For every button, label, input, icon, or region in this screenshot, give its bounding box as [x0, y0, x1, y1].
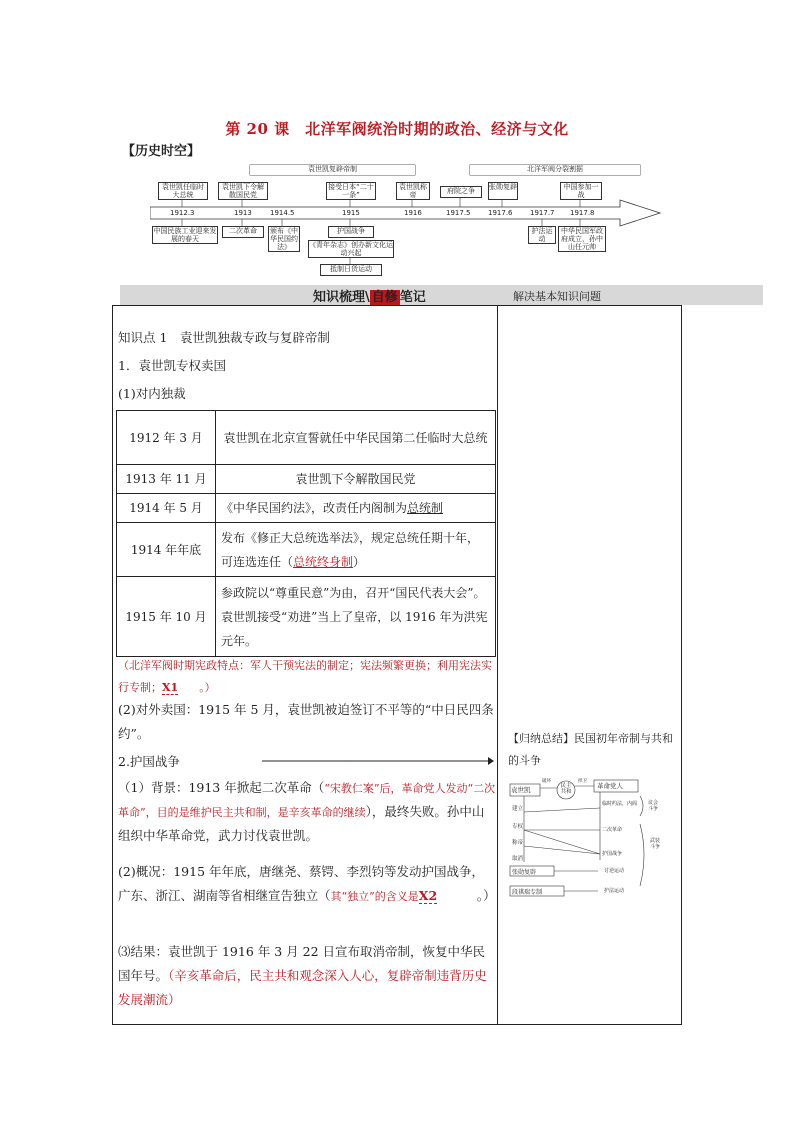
- diagram-node: 张勋复辟: [512, 869, 537, 876]
- tl-year: 1913: [234, 209, 252, 217]
- diagram-node: 破坏: [542, 779, 551, 784]
- kp1-subheading-2: 2.护国战争: [118, 754, 180, 769]
- table-date: 1913 年 11 月: [117, 465, 216, 494]
- tl-event: 张勋复辟: [488, 182, 518, 200]
- tl-event: 二次革命: [222, 226, 264, 238]
- table-event: 袁世凯下令解散国民党: [216, 465, 496, 494]
- summary-label: 【归纳总结】民国初年帝制与共和的斗争: [508, 732, 673, 767]
- tl-year: 1917.7: [530, 209, 555, 217]
- table-row: [117, 577, 496, 657]
- table-event: 《中华民国约法》，改责任内阁制为总统制: [216, 494, 496, 523]
- diagram-node: 袁世凯: [511, 786, 531, 794]
- diagram-node: 段祺瑞专制: [512, 889, 543, 896]
- tl-event: 护法运动: [528, 226, 556, 244]
- kp1-subheading-a: (1)对内独裁: [118, 386, 186, 401]
- tl-event: 中国民族工业迎来发展的春天: [153, 227, 217, 243]
- diagram-lines: [508, 774, 664, 902]
- table-row: [117, 494, 496, 523]
- tl-year: 1916: [404, 209, 422, 217]
- diagram-node: 武装斗争: [650, 838, 661, 850]
- tl-event: 袁世凯称帝: [396, 182, 430, 200]
- diagram-node: 护法运动: [604, 888, 625, 894]
- struggle-diagram: [508, 774, 664, 902]
- section-band: [120, 285, 763, 305]
- background-para: （1）背景：1913 年掀起二次革命（“宋教仁案”后，革命党人发动“二次革命”，目的是维护民主共和制，是辛亥革命的继续），最终失败。孙中山组织中华革命党，武力讨伐袁世凯。: [118, 780, 496, 843]
- tl-year: 1917.8: [570, 209, 595, 217]
- diagram-node: 民主共和: [560, 783, 572, 795]
- timeline-lines: [150, 160, 670, 278]
- table-row: [117, 465, 496, 494]
- diagram-node: 捍卫: [578, 779, 587, 784]
- table-event: 参政院以“尊重民意”为由，召开“国民代表大会”。袁世凯接受“劝进”当上了皇帝，以 1916 年为洪宪元年。: [216, 577, 496, 657]
- overview-para: (2)概况：1915 年年底，唐继尧、蔡锷、李烈钧等发动护国战争，广东、浙江、湖南等省相继宣告独立（其“独立”的含义是X2 。）: [118, 864, 496, 903]
- timeline: [150, 160, 670, 278]
- diagram-node: 专权: [512, 824, 524, 830]
- table-event: 发布《修正大总统选举法》，规定总统任期十年，可连选连任（总统终身制）: [216, 523, 496, 577]
- kp1-heading: 知识点 1 袁世凯独裁专政与复辟帝制: [118, 330, 330, 345]
- band-title: 知识梳理\ 自修 笔记: [313, 290, 426, 305]
- timeline-era-1: 袁世凯复辟帝制: [250, 165, 415, 175]
- diagram-node: 革命党人: [597, 782, 623, 790]
- table-date: 1912 年 3 月: [117, 411, 216, 465]
- result-para: ⑶结果：袁世凯于 1916 年 3 月 22 日宣布取消帝制，恢复中华民国年号。（辛亥革命后，民主共和观念深入人心，复辟帝制违背历史发展潮流）: [118, 944, 487, 1007]
- tl-event: 袁世凯任临时大总统: [158, 182, 208, 200]
- foreign-policy: (2)对外卖国：1915 年 5 月，袁世凯被迫签订不平等的“中日民四条约”。: [118, 702, 494, 741]
- arrow-icon: [262, 756, 494, 766]
- table-date: 1914 年年底: [117, 523, 216, 577]
- diagram-node: 讨逆运动: [604, 868, 625, 874]
- section-label: 【历史时空】: [122, 144, 201, 159]
- tl-year: 1912.3: [170, 209, 195, 217]
- timeline-era-2: 北洋军阀分裂割据: [470, 165, 640, 175]
- tl-event: 护国战争: [328, 226, 374, 238]
- tl-year: 1914.5: [270, 209, 295, 217]
- tl-event: 接受日本“二十一条”: [326, 182, 376, 200]
- diagram-node: 议会斗争: [648, 800, 659, 812]
- tl-event: 中华民国军政府成立，孙中山任元帅: [558, 226, 606, 252]
- diagram-node: 取消: [512, 856, 524, 862]
- kp1-subheading: 1．袁世凯专权卖国: [118, 358, 226, 373]
- column-divider: [497, 305, 498, 1025]
- tl-event: 中国参加一战: [560, 182, 602, 200]
- tl-event: 颁布《中华民国约法》: [270, 227, 298, 251]
- tl-event: 《青年杂志》创办新文化运动兴起: [309, 241, 393, 257]
- tl-year: 1917.5: [446, 209, 471, 217]
- table-event: 袁世凯在北京宣誓就任中华民国第二任临时大总统: [216, 411, 496, 465]
- table-row: [117, 411, 496, 465]
- diagram-node: 护国战争: [602, 851, 623, 857]
- tl-event: 袁世凯下令解散国民党: [218, 182, 268, 200]
- constitution-note: （北洋军阀时期宪政特点：军人干预宪法的制定；宪法频繁更换；利用宪法实行专制；X1 。）: [118, 659, 492, 694]
- band-subtitle: 解决基本知识问题: [513, 290, 601, 303]
- page-title: 第 20 课 北洋军阀统治时期的政治、经济与文化: [225, 120, 569, 138]
- tl-event: 府院之争: [440, 186, 482, 198]
- table-date: 1915 年 10 月: [117, 577, 216, 657]
- diagram-node: 称帝: [512, 840, 524, 846]
- diagram-node: 临时约法，内阁: [602, 801, 638, 807]
- events-table: [116, 410, 496, 657]
- tl-year: 1915: [342, 209, 360, 217]
- tl-event: 抵制日货运动: [320, 264, 382, 276]
- diagram-node: 建立: [512, 806, 524, 812]
- table-date: 1914 年 5 月: [117, 494, 216, 523]
- tl-year: 1917.6: [488, 209, 513, 217]
- table-row: [117, 523, 496, 577]
- diagram-node: 二次革命: [602, 827, 623, 833]
